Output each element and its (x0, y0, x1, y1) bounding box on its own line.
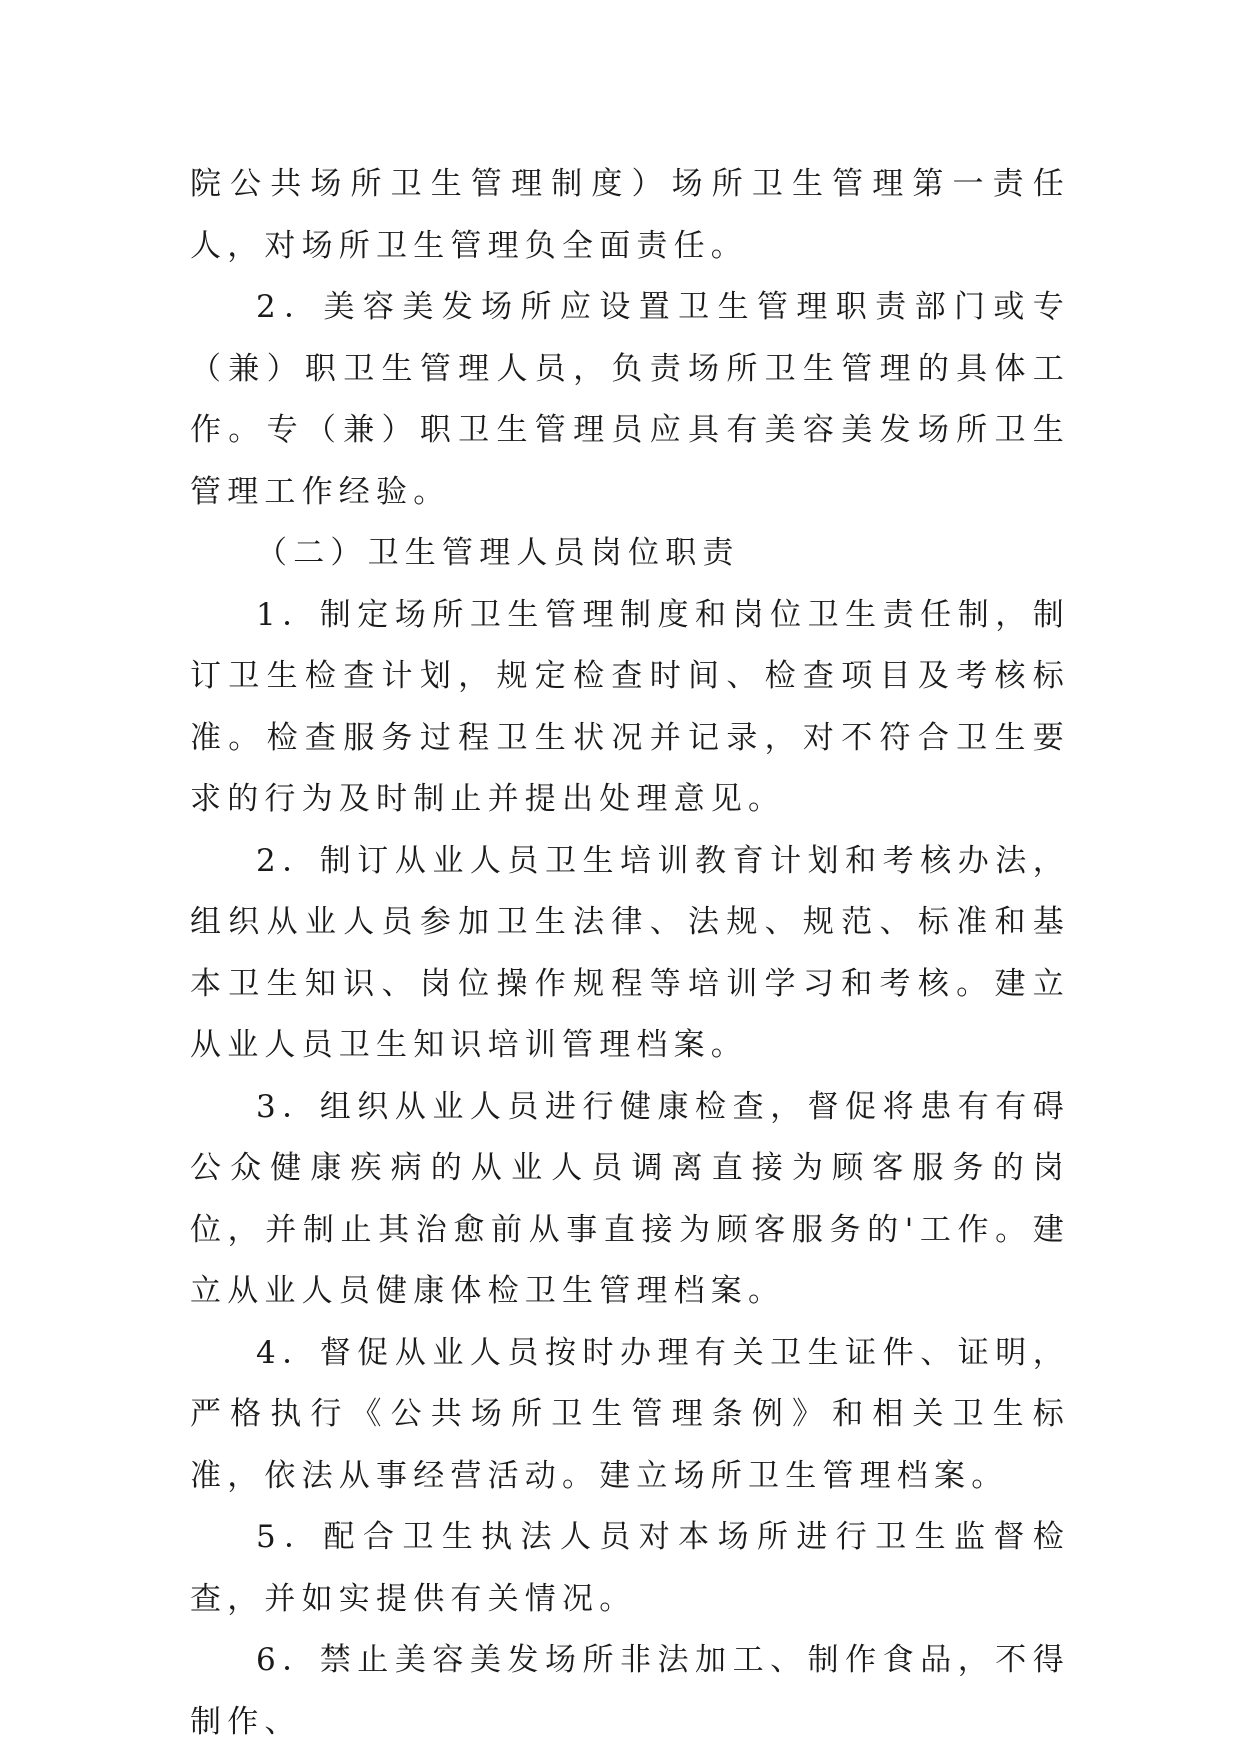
paragraph-duty-5: 5．配合卫生执法人员对本场所进行卫生监督检查，并如实提供有关情况。 (190, 1519, 1070, 1617)
paragraph-responsibility-continued: 院公共场所卫生管理制度）场所卫生管理第一责任人，对场所卫生管理负全面责任。 (190, 166, 1070, 264)
paragraph-duty-2: 2．制订从业人员卫生培训教育计划和考核办法，组织从业人员参加卫生法律、法规、规范、标准和基本卫生知识、岗位操作规程等培训学习和考核。建立从业人员卫生知识培训管理档案。 (190, 842, 1070, 1063)
paragraph-duty-6: 6．禁止美容美发场所非法加工、制作食品，不得制作、 (190, 1642, 1070, 1740)
paragraph-duty-1: 1．制定场所卫生管理制度和岗位卫生责任制，制订卫生检查计划，规定检查时间、检查项目及考核标准。检查服务过程卫生状况并记录，对不符合卫生要求的行为及时制止并提出处理意见。 (190, 596, 1070, 817)
section-heading-duties: （二）卫生管理人员岗位职责 (256, 535, 740, 571)
paragraph-item-2-staffing: 2．美容美发场所应设置卫生管理职责部门或专（兼）职卫生管理人员，负责场所卫生管理的具体工作。专（兼）职卫生管理员应具有美容美发场所卫生管理工作经验。 (190, 289, 1070, 510)
paragraph-duty-4: 4．督促从业人员按时办理有关卫生证件、证明，严格执行《公共场所卫生管理条例》和相关卫生标准，依法从事经营活动。建立场所卫生管理档案。 (190, 1334, 1070, 1494)
body-text (190, 154, 1070, 1753)
paragraph-duty-3: 3．组织从业人员进行健康检查，督促将患有有碍公众健康疾病的从业人员调离直接为顾客服务的岗位，并制止其治愈前从事直接为顾客服务的'工作。建立从业人员健康体检卫生管理档案。 (190, 1088, 1070, 1309)
